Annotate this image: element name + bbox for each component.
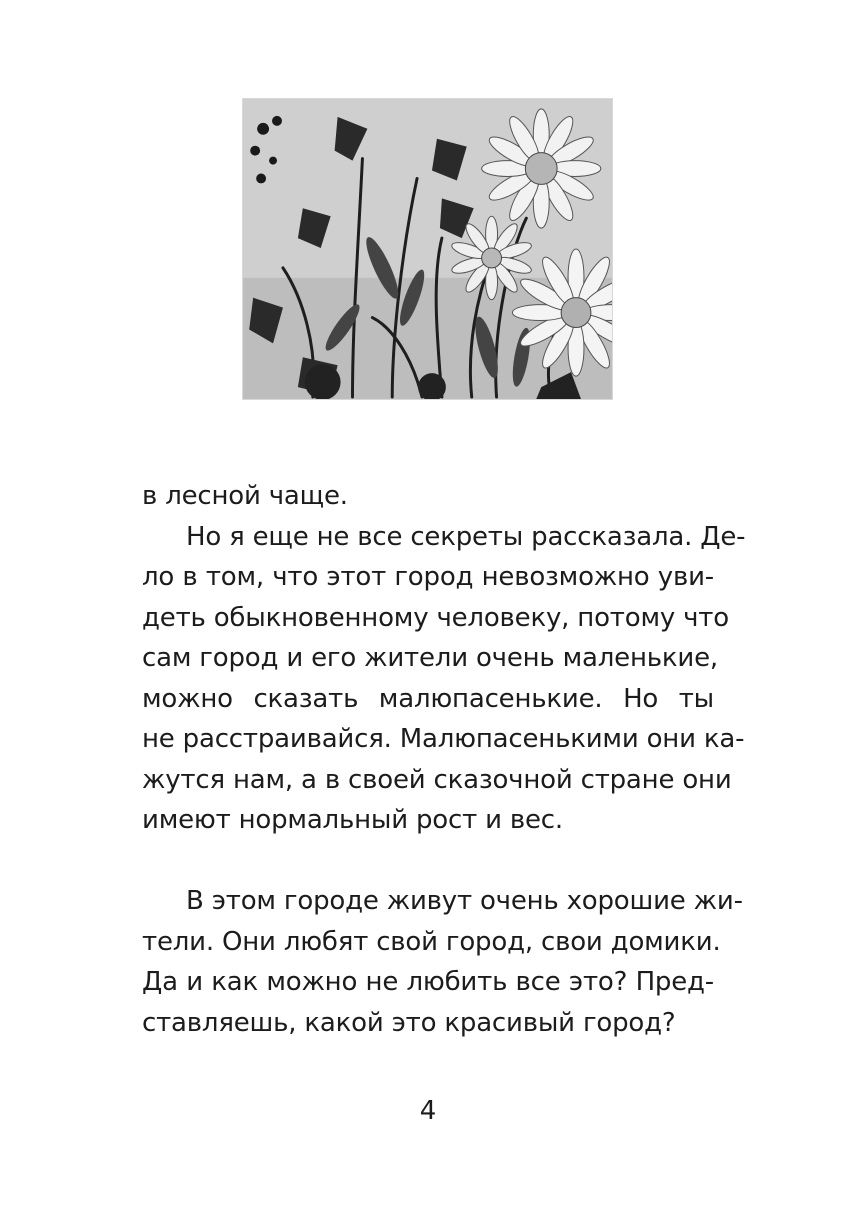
page-number: 4 [419, 1096, 437, 1126]
text-line: тели. Они любят свой город, свои домики. [142, 926, 721, 957]
text-line: в лесной чаще. [142, 481, 348, 511]
text-line: можно сказать малюпасенькие. Но ты [142, 683, 714, 714]
text-line: В этом городе живут очень хорошие жи- [186, 886, 743, 916]
body-text [142, 476, 746, 1043]
text-line: имеют нормальный рост и вес. [142, 805, 563, 835]
text-line: Но я еще не все секреты рассказала. Де- [186, 521, 746, 552]
text-line: Да и как можно не любить все это? Пред- [142, 967, 714, 997]
text-line: сам город и его жители очень маленькие, [142, 643, 718, 673]
wildflowers-illustration [242, 98, 613, 400]
text-line: ставляешь, какой это красивый город? [142, 1007, 676, 1038]
paragraph-gap [142, 841, 714, 882]
text-line: ло в том, что этот город невозможно уви- [142, 562, 714, 592]
text-line: не расстраивайся. Малюпасенькими они ка- [142, 724, 745, 754]
text-line: деть обыкновенному человеку, потому что [142, 602, 729, 633]
text-line: жутся нам, а в своей сказочной стране они [142, 764, 732, 795]
